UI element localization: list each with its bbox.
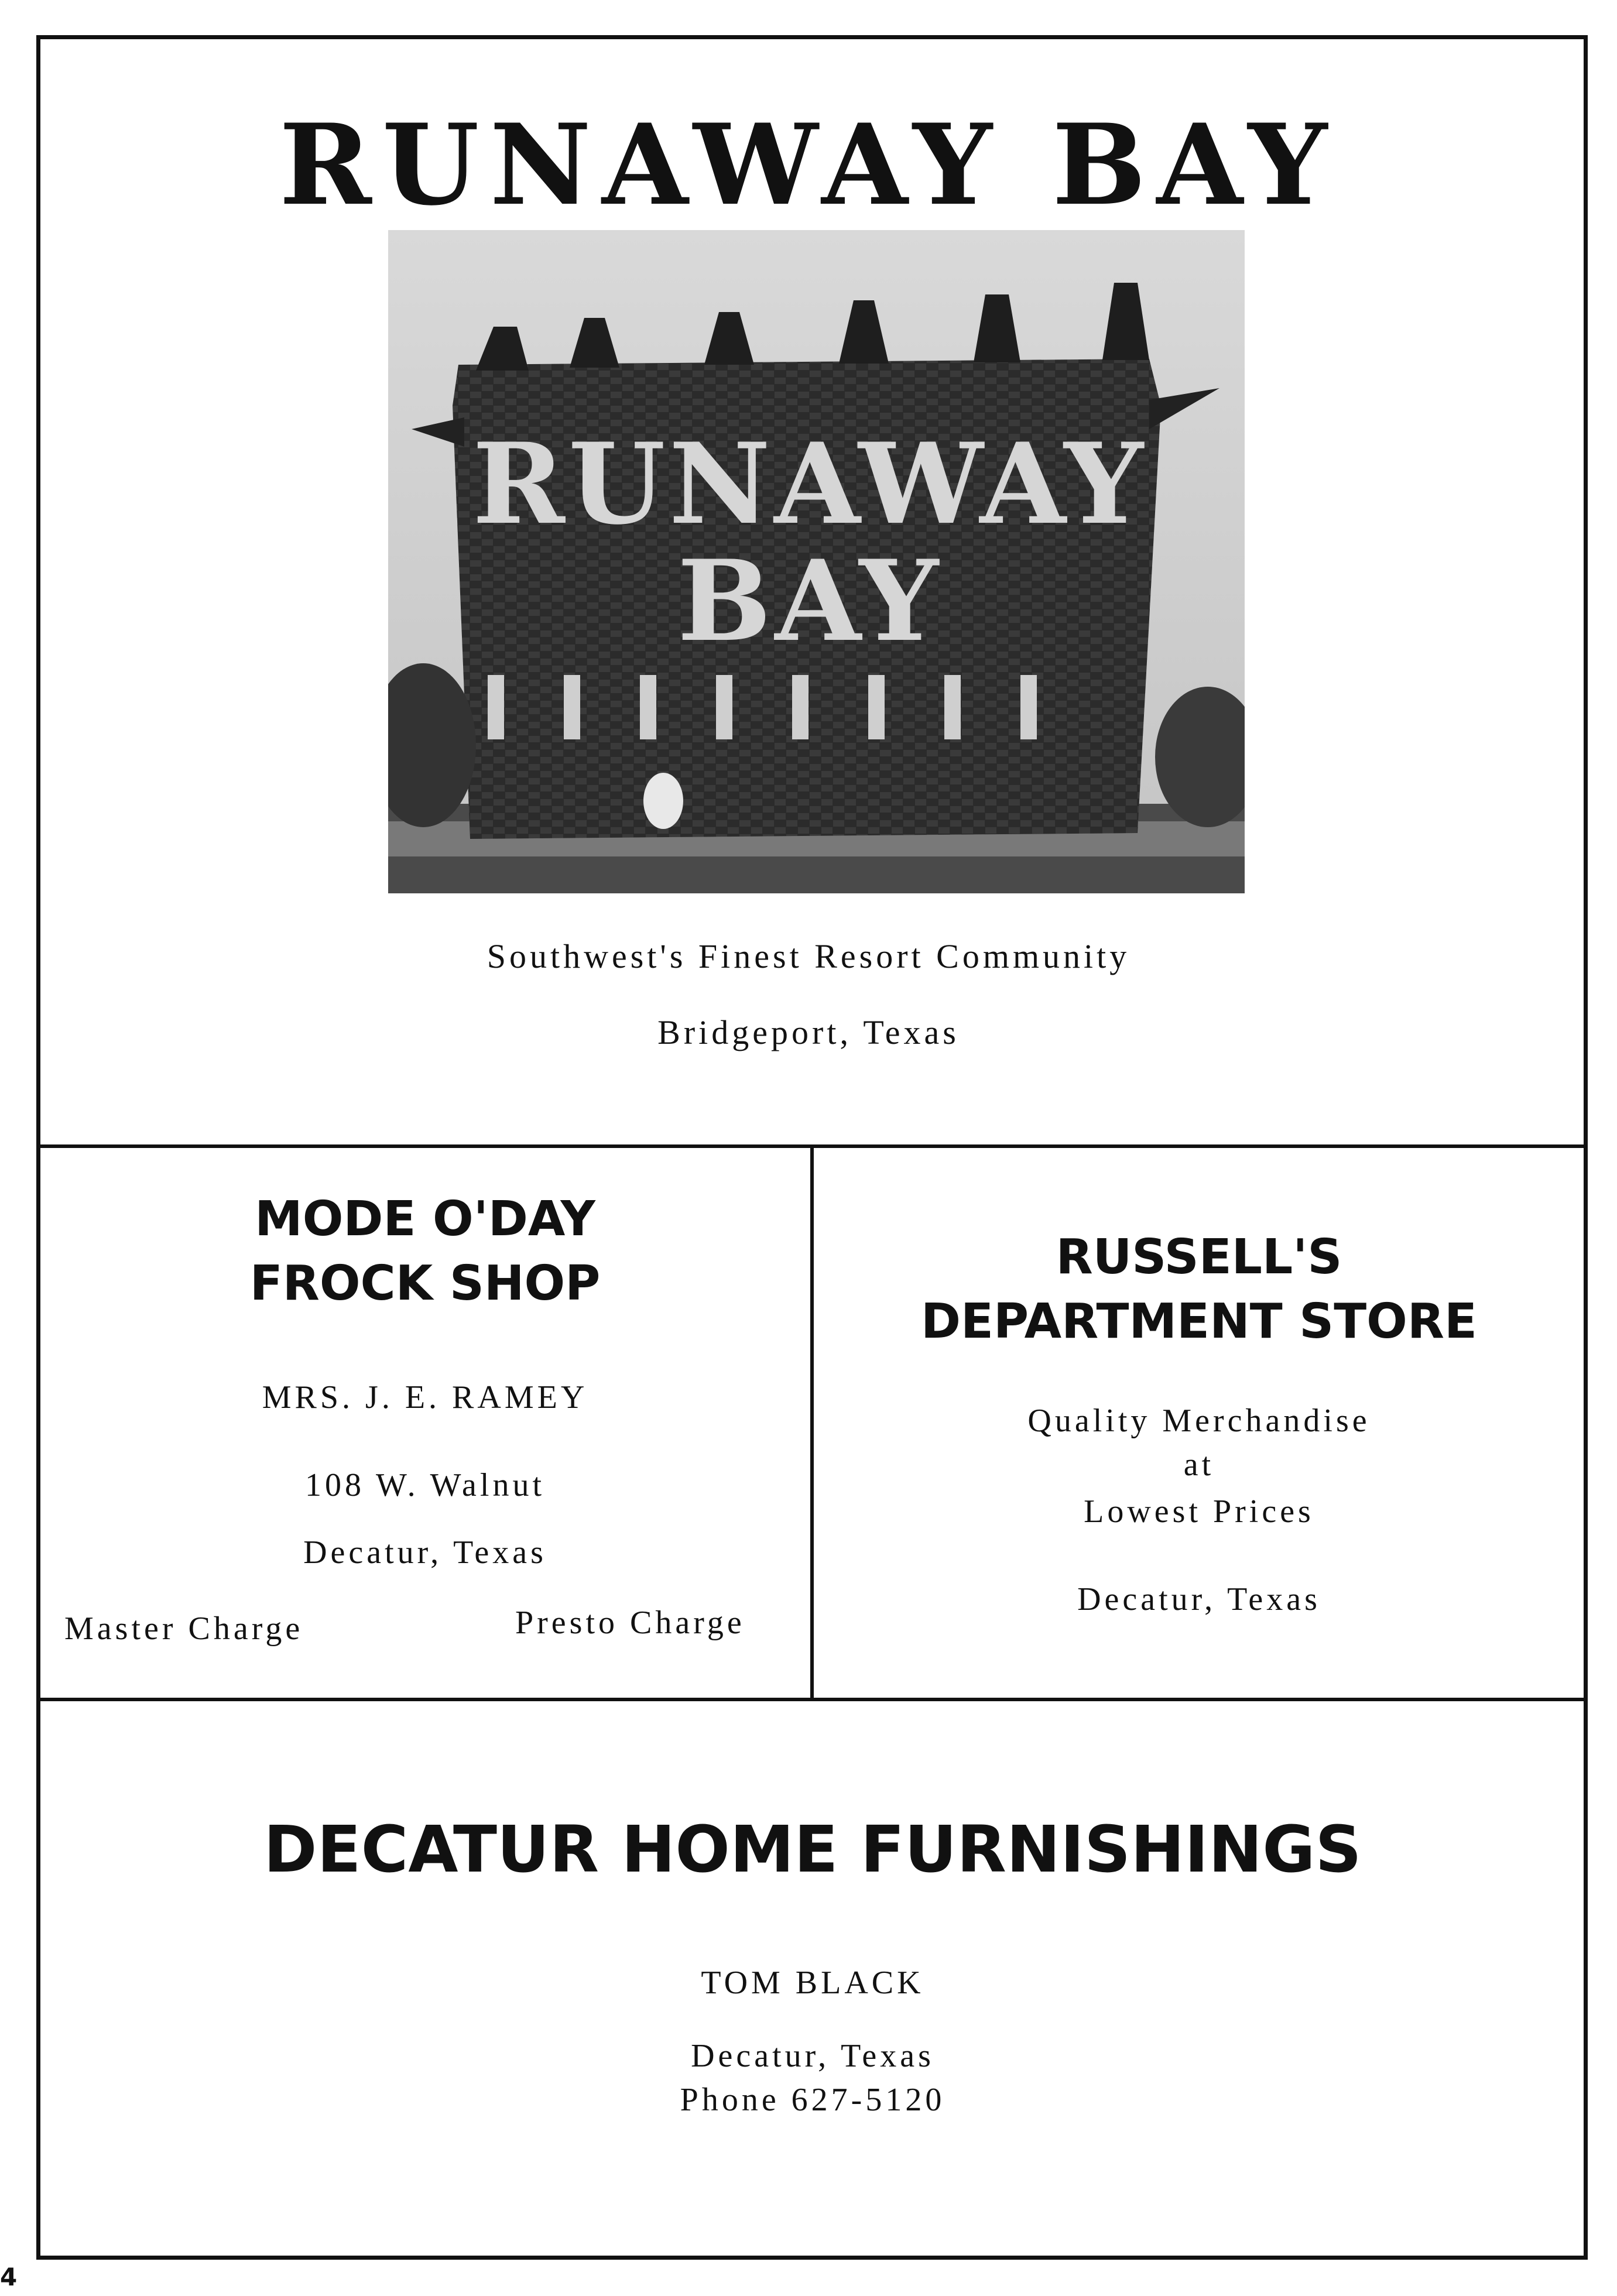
mode-oday-city: Decatur, Texas: [303, 1534, 547, 1571]
mode-oday-address: 108 W. Walnut: [304, 1467, 546, 1503]
page-number: 4: [0, 2263, 18, 2291]
mode-oday-charge-right: Presto Charge: [515, 1605, 745, 1641]
svg-text:RUNAWAY: RUNAWAY: [472, 419, 1147, 549]
svg-text:BAY: BAY: [677, 536, 943, 666]
russells-slogan-line3: Lowest Prices: [1084, 1493, 1314, 1530]
russells-title-line1: RUSSELL'S: [1056, 1229, 1342, 1285]
runaway-bay-sign-photo: [388, 230, 1245, 893]
runaway-bay-location: Bridgeport, Texas: [657, 1013, 960, 1051]
decatur-home-phone: Phone 627-5120: [680, 2082, 945, 2118]
decatur-home-title: DECATUR HOME FURNISHINGS: [263, 1812, 1362, 1887]
runaway-bay-logo: RUNAWAY BAY: [279, 100, 1338, 230]
russells-title-line2: DEPARTMENT STORE: [920, 1294, 1478, 1349]
divider-middle: [36, 1698, 1588, 1701]
mode-oday-title-line1: MODE O'DAY: [255, 1191, 595, 1247]
mode-oday-owner: MRS. J. E. RAMEY: [262, 1379, 588, 1416]
russells-slogan-line2: at: [1183, 1447, 1215, 1483]
russells-city: Decatur, Texas: [1077, 1581, 1321, 1618]
mode-oday-charge-left: Master Charge: [64, 1610, 304, 1647]
mode-oday-title-line2: FROCK SHOP: [249, 1256, 601, 1311]
decatur-home-owner: TOM BLACK: [701, 1965, 924, 2001]
russells-slogan-line1: Quality Merchandise: [1027, 1403, 1371, 1439]
decatur-home-city: Decatur, Texas: [691, 2038, 934, 2074]
runaway-bay-tagline: Southwest's Finest Resort Community: [487, 937, 1130, 975]
